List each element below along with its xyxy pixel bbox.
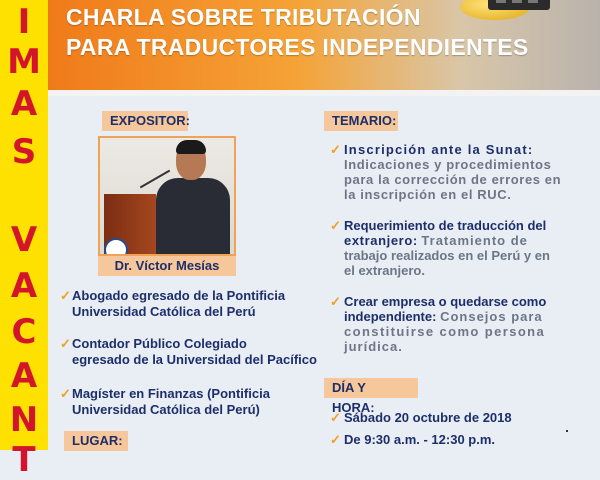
side-letter: I bbox=[17, 2, 31, 42]
temario-item bbox=[344, 294, 582, 354]
check-icon: ✓ bbox=[330, 142, 341, 157]
side-letter: T bbox=[12, 440, 36, 480]
credential-item bbox=[72, 386, 332, 418]
side-letter: M bbox=[7, 42, 41, 82]
credential-line: Abogado egresado de la Pontificia bbox=[72, 288, 286, 303]
temario-item-title: independiente: bbox=[344, 309, 437, 324]
calculator-icon bbox=[488, 0, 550, 10]
side-letter: A bbox=[10, 84, 38, 124]
seal-icon bbox=[104, 238, 128, 256]
temario-item-desc: la inscripción en el RUC. bbox=[344, 187, 512, 202]
temario-item-title: Inscripción ante la Sunat: bbox=[344, 142, 534, 157]
credential-line: Universidad Católica del Perú bbox=[72, 304, 256, 319]
speaker-figure bbox=[156, 178, 230, 256]
side-letter: C bbox=[11, 312, 37, 352]
temario-item-desc: el extranjero. bbox=[344, 263, 425, 278]
check-icon: ✓ bbox=[330, 294, 341, 309]
side-letter: A bbox=[10, 266, 38, 306]
temario-item-desc: Consejos para bbox=[440, 309, 543, 324]
side-banner bbox=[0, 0, 48, 480]
temario-item-desc: trabajo realizados en el Perú y en bbox=[344, 248, 550, 263]
event-time: De 9:30 a.m. - 12:30 p.m. bbox=[344, 432, 496, 447]
check-icon: ✓ bbox=[330, 218, 341, 233]
header-divider bbox=[48, 90, 600, 96]
speaker-name: Dr. Víctor Mesías bbox=[98, 256, 236, 276]
temario-item-desc: jurídica. bbox=[344, 339, 403, 354]
temario-item bbox=[344, 218, 582, 278]
temario-item bbox=[344, 142, 582, 202]
credential-line: Contador Público Colegiado bbox=[72, 336, 247, 351]
side-letter: A bbox=[10, 356, 38, 396]
credential-line: egresado de la Universidad del Pacífico bbox=[72, 352, 317, 367]
decor-dot bbox=[566, 430, 568, 432]
side-letter: V bbox=[10, 220, 38, 260]
check-icon: ✓ bbox=[330, 410, 341, 425]
temario-label: TEMARIO: bbox=[324, 111, 398, 131]
speaker-photo bbox=[98, 136, 236, 256]
header-banner bbox=[48, 0, 600, 90]
temario-item-title: Crear empresa o quedarse como bbox=[344, 294, 547, 309]
side-letter: N bbox=[9, 400, 39, 440]
temario-item-title: extranjero: bbox=[344, 233, 418, 248]
temario-item-desc: constituirse como persona bbox=[344, 324, 546, 339]
check-icon: ✓ bbox=[60, 288, 71, 303]
temario-item-desc: para la corrección de errores en bbox=[344, 172, 562, 187]
event-date: Sábado 20 octubre de 2018 bbox=[344, 410, 512, 425]
temario-item-title: Requerimiento de traducción del bbox=[344, 218, 547, 233]
expositor-label: EXPOSITOR: bbox=[102, 111, 188, 131]
credential-line: Universidad Católica del Perú) bbox=[72, 402, 260, 417]
title-line-1: CHARLA SOBRE TRIBUTACIÓN bbox=[66, 4, 421, 30]
check-icon: ✓ bbox=[330, 432, 341, 447]
credential-item bbox=[72, 288, 332, 320]
speaker-hair bbox=[176, 140, 206, 154]
lugar-label: LUGAR: bbox=[64, 431, 128, 451]
check-icon: ✓ bbox=[60, 386, 71, 401]
temario-item-desc: Tratamiento de bbox=[421, 233, 528, 248]
side-letter: S bbox=[11, 132, 37, 172]
check-icon: ✓ bbox=[60, 336, 71, 351]
credential-item bbox=[72, 336, 332, 368]
dia-hora-label: DÍA Y HORA: bbox=[324, 378, 418, 398]
temario-item-desc: Indicaciones y procedimientos bbox=[344, 157, 552, 172]
credential-line: Magíster en Finanzas (Pontificia bbox=[72, 386, 270, 401]
title-line-2: PARA TRADUCTORES INDEPENDIENTES bbox=[66, 34, 529, 60]
